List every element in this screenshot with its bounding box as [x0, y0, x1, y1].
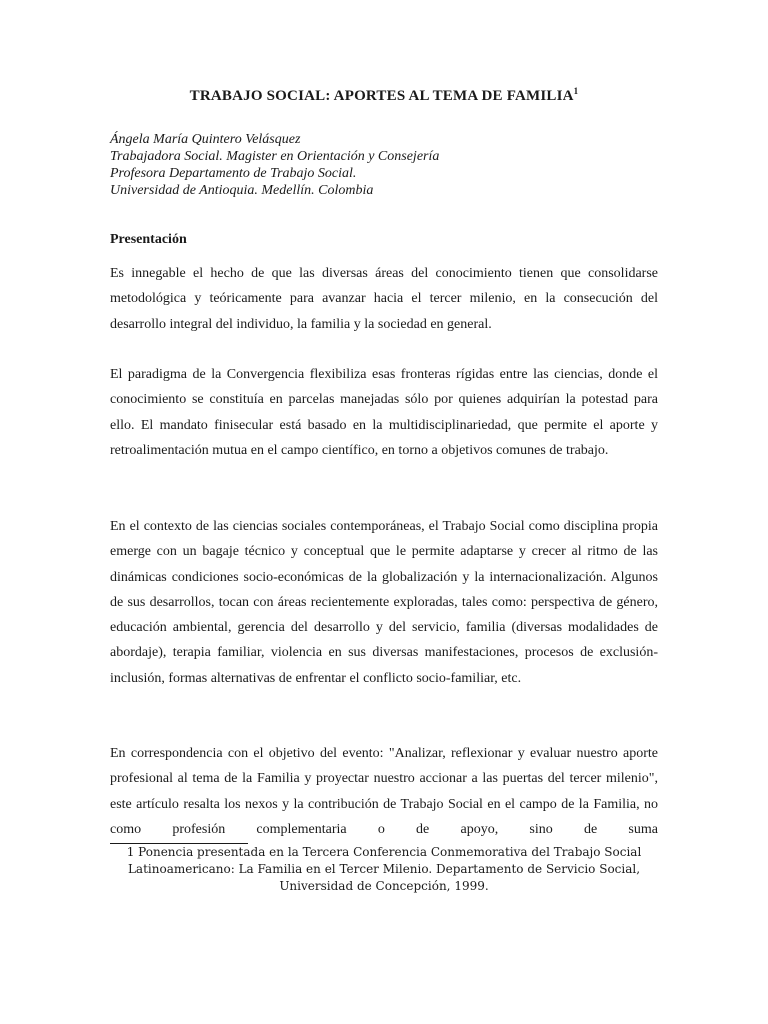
footnote	[110, 844, 658, 895]
footnote-reference: 1	[573, 86, 579, 96]
author-name: Ángela María Quintero Velásquez	[110, 132, 301, 147]
document-title	[110, 86, 658, 106]
paragraph-1: Es innegable el hecho de que las diversas áreas del conocimiento tienen que consolidarse metodológica y teóricamente para avanzar hacia el tercer milenio, en la consecución del desarrollo integral del individuo, la familia y la sociedad en general.	[110, 266, 658, 332]
author-affiliation: Universidad de Antioquia. Medellín. Colombia	[110, 183, 374, 198]
author-position: Profesora Departamento de Trabajo Social.	[110, 166, 357, 181]
author-block	[110, 131, 658, 199]
footnote-line: Universidad de Concepción, 1999.	[279, 879, 489, 893]
paragraph-4: En correspondencia con el objetivo del evento: "Analizar, reflexionar y evaluar nuestro aporte profesional al tema de la Familia y proyectar nuestro accionar a las puertas del tercer milenio", este artículo resalta los nexos y la contribución de Trabajo Social en el campo de la Familia, no como profesión complementaria o de apoyo, sino de suma	[110, 746, 658, 837]
author-title: Trabajadora Social. Magister en Orientación y Consejería	[110, 149, 440, 164]
paragraph-3: En el contexto de las ciencias sociales contemporáneas, el Trabajo Social como disciplina propia emerge con un bagaje técnico y conceptual que le permite adaptarse y crecer al ritmo de las dinámicas condiciones socio-económicas de la globalización y la internacionalización. Algunos de sus desarrollos, tocan con áreas recientemente exploradas, tales como: perspectiva de género, educación ambiental, gerencia del desarrollo y del servicio, familia (diversas modalidades de abordaje), terapia familiar, violencia en sus diversas manifestaciones, procesos de exclusión-inclusión, formas alternativas de enfrentar el conflicto socio-familiar, etc.	[110, 519, 658, 686]
title-text: TRABAJO SOCIAL: APORTES AL TEMA DE FAMILIA	[189, 88, 574, 104]
footnote-line: 1 Ponencia presentada en la Tercera Conferencia Conmemorativa del Trabajo Social	[126, 845, 642, 859]
paragraph-2: El paradigma de la Convergencia flexibiliza esas fronteras rígidas entre las ciencias, donde el conocimiento se constituía en parcelas manejadas sólo por quienes adquirían la potestad para ello. El mandato finisecular está basado en la multidisciplinariedad, que permite el aporte y retroalimentación mutua en el campo científico, en torno a objetivos comunes de trabajo.	[110, 367, 658, 458]
footnote-line: Latinoamericano: La Familia en el Tercer Milenio. Departamento de Servicio Social,	[127, 862, 641, 876]
section-heading: Presentación	[110, 232, 187, 247]
